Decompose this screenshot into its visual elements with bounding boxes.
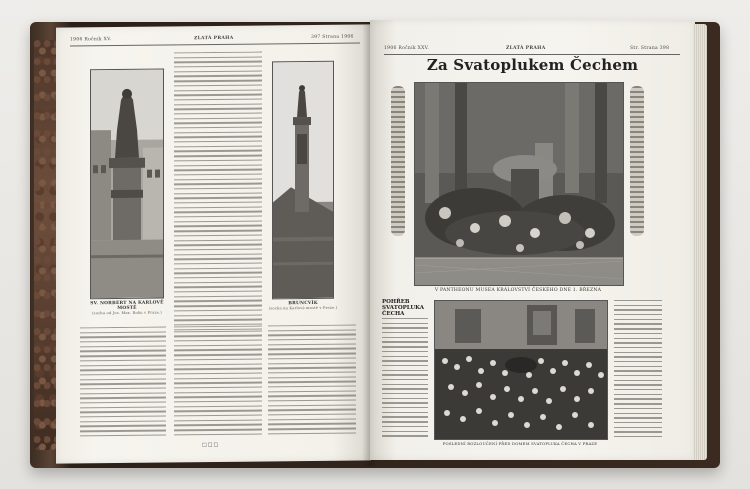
- right-header-rule: [384, 54, 680, 55]
- photo-funeral-crowd: [434, 300, 608, 440]
- caption-bruncvik: [268, 301, 338, 312]
- right-header-left: 1906 Ročník XXV.: [384, 46, 430, 51]
- left-header-left: 1906 Ročník XV.: [70, 37, 112, 43]
- left-text-column-1: [174, 51, 262, 332]
- article-title: Za Svatoplukem Čechem: [426, 56, 639, 74]
- pantheon-image: [415, 83, 623, 285]
- photo-pantheon: [414, 82, 624, 286]
- caption-statue-norbert: [84, 300, 170, 316]
- caption-1-sub: (socha od Jos. Max. Roku v Praze.): [92, 310, 162, 316]
- right-header-right: Str. Strana 398: [630, 46, 670, 51]
- caption-1-title: SV. NORBERT NA KARLOVĚ MOSTĚ: [90, 300, 164, 312]
- left-page-marker: □□□: [202, 441, 220, 449]
- left-header-right: 397 Strana 1906: [311, 34, 354, 40]
- article-dropcap: POHŘEB SVATOPLUKA ČECHA: [382, 299, 424, 317]
- statue-norbert-image: [91, 70, 163, 299]
- left-header-rule: [70, 42, 360, 46]
- right-header-title: ZLATÁ PRAHA: [506, 46, 546, 51]
- bruncvik-image: [273, 62, 333, 299]
- photo-bruncvik: [272, 61, 334, 300]
- caption-funeral: POSLEDNÍ ROZLOUČENÍ PŘED DOMEM SVATOPLUKA ČECHA V PRAZE: [442, 441, 598, 446]
- right-text-column-left: [382, 318, 428, 438]
- funeral-crowd-image: [435, 301, 607, 439]
- left-text-column-bottom-3: [268, 325, 356, 438]
- photo-statue-norbert: [90, 69, 164, 300]
- right-ornament-column: [630, 86, 644, 236]
- caption-2-sub: (socha na Karlově mostě v Praze.): [268, 305, 338, 311]
- left-header-title: ZLATÁ PRAHA: [194, 35, 234, 42]
- left-text-column-bottom-1: [80, 326, 166, 439]
- left-page: [56, 24, 371, 463]
- page-edges: [693, 24, 707, 460]
- left-text-column-bottom-2: [174, 325, 262, 438]
- caption-pantheon: V PANTHEONU MUSEA KRÁLOVSTVÍ ČESKÉHO DNE 1. BŘEZNA: [434, 288, 602, 293]
- left-ornament-column: [391, 86, 405, 236]
- caption-2-title: BRUNCVÍK: [288, 300, 318, 307]
- marbled-edge: [34, 40, 56, 450]
- right-text-column-right: [614, 300, 662, 438]
